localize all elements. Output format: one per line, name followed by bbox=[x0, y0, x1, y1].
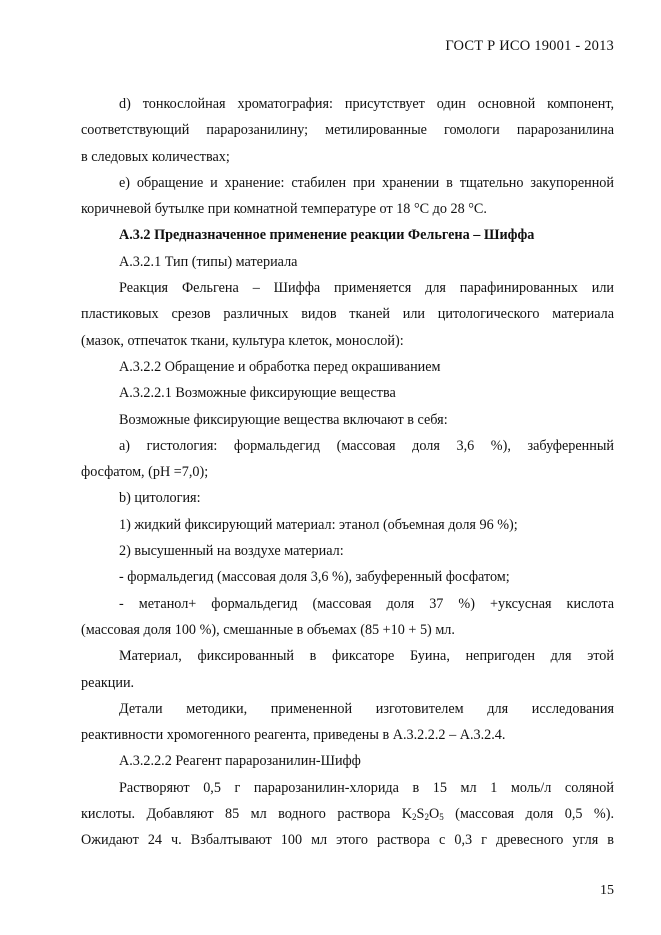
text-line: коричневой бутылке при комнатной температуре от 18 °С до 28 °С. bbox=[81, 201, 487, 218]
text-line: b) цитология: bbox=[119, 490, 201, 507]
text-line: - формальдегид (массовая доля 3,6 %), забуференный фосфатом; bbox=[119, 569, 510, 586]
text-line: в следовых количествах; bbox=[81, 148, 230, 165]
subsection-heading: А.3.2.2 Обращение и обработка перед окрашиванием bbox=[119, 358, 441, 375]
subscript: 2 bbox=[412, 812, 417, 823]
text-line: 1) жидкий фиксирующий материал: этанол (объемная доля 96 %); bbox=[119, 516, 518, 533]
text-line: пластиковых срезов различных видов тканей или цитологического материала bbox=[81, 306, 614, 323]
text-line: фосфатом, (pH =7,0); bbox=[81, 464, 209, 481]
section-heading: А.3.2 Предназначенное применение реакции Фельгена – Шиффа bbox=[119, 227, 535, 244]
text-line: Реакция Фельгена – Шиффа применяется для парафинированных или bbox=[119, 280, 614, 297]
text-line: соответствующий парарозанилину; метилированные гомологи парарозанилина bbox=[81, 122, 614, 139]
subscript: 5 bbox=[439, 812, 444, 823]
document-header: ГОСТ Р ИСО 19001 - 2013 bbox=[445, 38, 614, 54]
text-line: 2) высушенный на воздухе материал: bbox=[119, 543, 344, 560]
text-fragment: S bbox=[416, 806, 425, 823]
text-line: Растворяют 0,5 г парарозанилин-хлорида в 15 мл 1 моль/л соляной bbox=[119, 779, 614, 796]
text-fragment: (массовая доля 0,5 %). bbox=[443, 806, 615, 823]
text-line: Детали методики, примененной изготовителем для исследования bbox=[119, 700, 614, 717]
text-line: Материал, фиксированный в фиксаторе Буина, непригоден для этой bbox=[119, 648, 614, 665]
text-line: d) тонкослойная хроматография: присутствует один основной компонент, bbox=[119, 96, 614, 112]
document-body bbox=[81, 91, 614, 854]
text-line: е) обращение и хранение: стабилен при хранении в тщательно закупоренной bbox=[119, 174, 614, 191]
subsection-heading: А.3.2.1 Тип (типы) материала bbox=[119, 253, 298, 270]
subscript: 2 bbox=[424, 812, 429, 823]
text-line: Ожидают 24 ч. Взбалтывают 100 мл этого раствора с 0,3 г древесного угля в bbox=[81, 832, 614, 849]
text-fragment: кислоты. Добавляют 85 мл водного раствора K bbox=[81, 806, 413, 823]
text-line: (мазок, отпечаток ткани, культура клеток, монослой): bbox=[81, 332, 404, 349]
text-line: реактивности хромогенного реагента, приведены в А.3.2.2.2 – А.3.2.4. bbox=[81, 727, 506, 744]
text-line: реакции. bbox=[81, 674, 135, 691]
text-line: (массовая доля 100 %), смешанные в объемах (85 +10 + 5) мл. bbox=[81, 621, 455, 638]
subsection-heading: А.3.2.2.1 Возможные фиксирующие вещества bbox=[119, 385, 396, 402]
text-line: Возможные фиксирующие вещества включают в себя: bbox=[119, 411, 448, 428]
text-line: - метанол+ формальдегид (массовая доля 37 %) +уксусная кислота bbox=[119, 595, 614, 612]
subsection-heading: А.3.2.2.2 Реагент парарозанилин-Шифф bbox=[119, 753, 361, 770]
page-number: 15 bbox=[600, 883, 614, 898]
text-line bbox=[81, 801, 614, 827]
text-fragment: O bbox=[428, 806, 440, 823]
text-line: а) гистология: формальдегид (массовая доля 3,6 %), забуференный bbox=[119, 437, 614, 454]
